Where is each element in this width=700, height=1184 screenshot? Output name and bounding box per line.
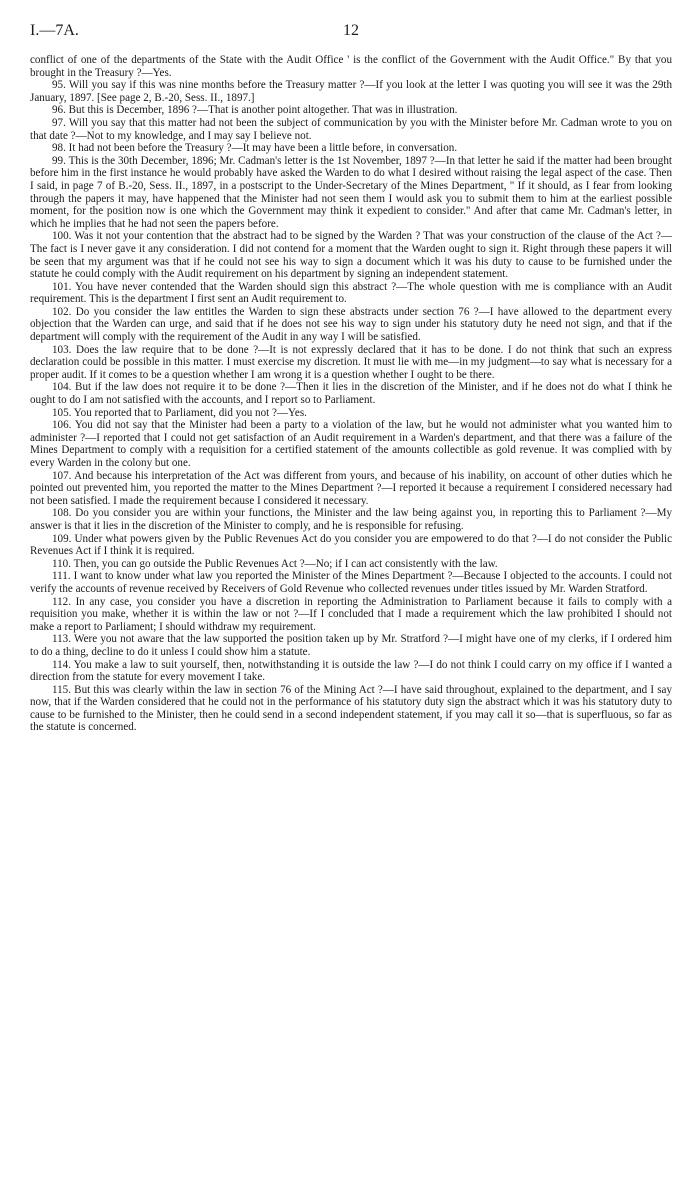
page-number: 12 [343, 22, 359, 39]
paragraph-continuation: conflict of one of the departments of the State with the Audit Office ' is the conflict of the Government with the Audit Office." By that you brought in the Treasury ?—Yes. [30, 54, 672, 79]
question-98: 98. It had not been before the Treasury ?—It may have been a little before, in conversation. [52, 142, 458, 155]
question-102: 102. Do you consider the law entitles the Warden to sign these abstracts under section 76 ?—I have allowed to the department every objection that the Warden can urge, and said that if he does not see his way to sign under his statutory duty he need not sign, and that if the department will comply with the requirement of the Audit in any way I will be satisfied. [30, 305, 672, 344]
question-113: 113. Were you not aware that the law supported the position taken up by Mr. Stratford ?—I might have one of my clerks, if I ordered him to do a thing, decline to do it unless I could show him a statute. [30, 633, 672, 658]
question-95: 95. Will you say if this was nine months before the Treasury matter ?—If you look at the letter I was quoting you will see it was the 29th January, 1897. [See page 2, B.-20, Sess. II., 1897.] [30, 79, 672, 104]
body-text [30, 54, 672, 734]
question-108: 108. Do you consider you are within your functions, the Minister and the law being against you, in reporting this to Parliament ?—My answer is that it lies in the discretion of the Minister to comply, and he is responsible for refusing. [30, 507, 672, 532]
question-96: 96. But this is December, 1896 ?—That is another point altogether. That was in illustration. [52, 104, 458, 117]
document-page [30, 22, 672, 734]
question-111: 111. I want to know under what law you reported the Minister of the Mines Department ?—Because I objected to the accounts. I could not verify the accounts of revenue received by Receivers of Gold Revenue who collected revenues under titles issued by Mr. Warden Stratford. [30, 570, 672, 595]
question-101: 101. You have never contended that the Warden should sign this abstract ?—The whole question with me is compliance with an Audit requirement. This is the department I first sent an Audit requirement to. [30, 280, 672, 306]
document-reference: I.—7A. [30, 22, 79, 39]
question-114: 114. You make a law to suit yourself, then, notwithstanding it is outside the law ?—I do not think I could carry on my office if I wanted a direction from the statute for every movement I take. [30, 658, 672, 684]
question-104: 104. But if the law does not require it to be done ?—Then it lies in the discretion of the Minister, and if he does not do what I think he ought to do I am not satisfied with the accounts, and I report so to Parliament. [30, 381, 672, 407]
question-109: 109. Under what powers given by the Public Revenues Act do you consider you are empowered to do that ?—I do not consider the Public Revenues Act if I think it is required. [30, 532, 672, 558]
question-99: 99. This is the 30th December, 1896; Mr. Cadman's letter is the 1st November, 1897 ?—In that letter he said if the matter had been brought before him in the first instance he would probably have asked the Warden to do what I desired without raising the legal aspect of the case. Then I said, in page 7 of B.-20, Sess. II., 1897, in a postscript to the Under-Secretary of the Mines Department, " If it should, as I fear from looking through the papers it may, have happened that the Minister had not seen them I would ask you to submit them to him at the earliest possible moment, for the position now is one which the Government may think it expedient to consider." And after that came Mr. Cadman's letter, in which he implies that he had not seen the papers before. [30, 154, 672, 230]
question-115: 115. But this was clearly within the law in section 76 of the Mining Act ?—I have said throughout, explained to the department, and I say now, that if the Warden considered that he could not in the performance of his statutory duty sign the abstract which it was his statutory duty to cause to be furnished to the Minister, then he could send in a second independent statement, if you may call it so—that is superfluous, so far as the statute is concerned. [30, 683, 672, 734]
question-112: 112. In any case, you consider you have a discretion in reporting the Administration to Parliament because it fails to comply with a requisition you make, whether it is within the law or not ?—If I concluded that I made a requirement which the law prohibited I should not make a report to Parliament; I should withdraw my requirement. [30, 595, 672, 633]
question-97: 97. Will you say that this matter had not been the subject of communication by you with the Minister before Mr. Cadman wrote to you on that date ?—Not to my knowledge, and I may say I believe not. [30, 116, 672, 142]
question-103: 103. Does the law require that to be done ?—It is not expressly declared that it has to be done. I do not think that such an express declaration could be possible in this matter. I must exercise my discretion. It must lie with me—in my judgment—to say what is necessary for a proper audit. If it comes to be a question whether I am wrong it is a question whether I ought to be there. [30, 343, 672, 381]
question-106: 106. You did not say that the Minister had been a party to a violation of the law, but he would not administer what you wanted him to administer ?—I reported that I could not get satisfaction of an Audit requirement in a Warden's department, and that there was a failure of the Mines Department to comply with a requisition for a certified statement of the amounts collectible as gold revenue. It was complied with by every Warden in the colony but one. [30, 419, 672, 469]
question-110: 110. Then, you can go outside the Public Revenues Act ?—No; if I can act consistently with the law. [52, 557, 498, 570]
question-105: 105. You reported that to Parliament, did you not ?—Yes. [52, 406, 307, 419]
question-100: 100. Was it not your contention that the abstract had to be signed by the Warden ? That was your construction of the clause of the Act ?—The fact is I never gave it any consideration. I did not contend for a moment that the Warden ought to sign it. Right through these papers it will be seen that my argument was that if he could not see his way to sign a document which it was his duty to cause to be furnished under the statute he could comply with the Audit requirement on his department by signing an independent statement. [30, 230, 672, 281]
question-107: 107. And because his interpretation of the Act was different from yours, and because of his inability, on account of other duties which he pointed out prevented him, you reported the matter to the Mines Department ?—I reported it because a requirement I considered necessary had not been satisfied. I made the requirement because I considered it necessary. [30, 469, 672, 507]
page-header [30, 22, 672, 54]
